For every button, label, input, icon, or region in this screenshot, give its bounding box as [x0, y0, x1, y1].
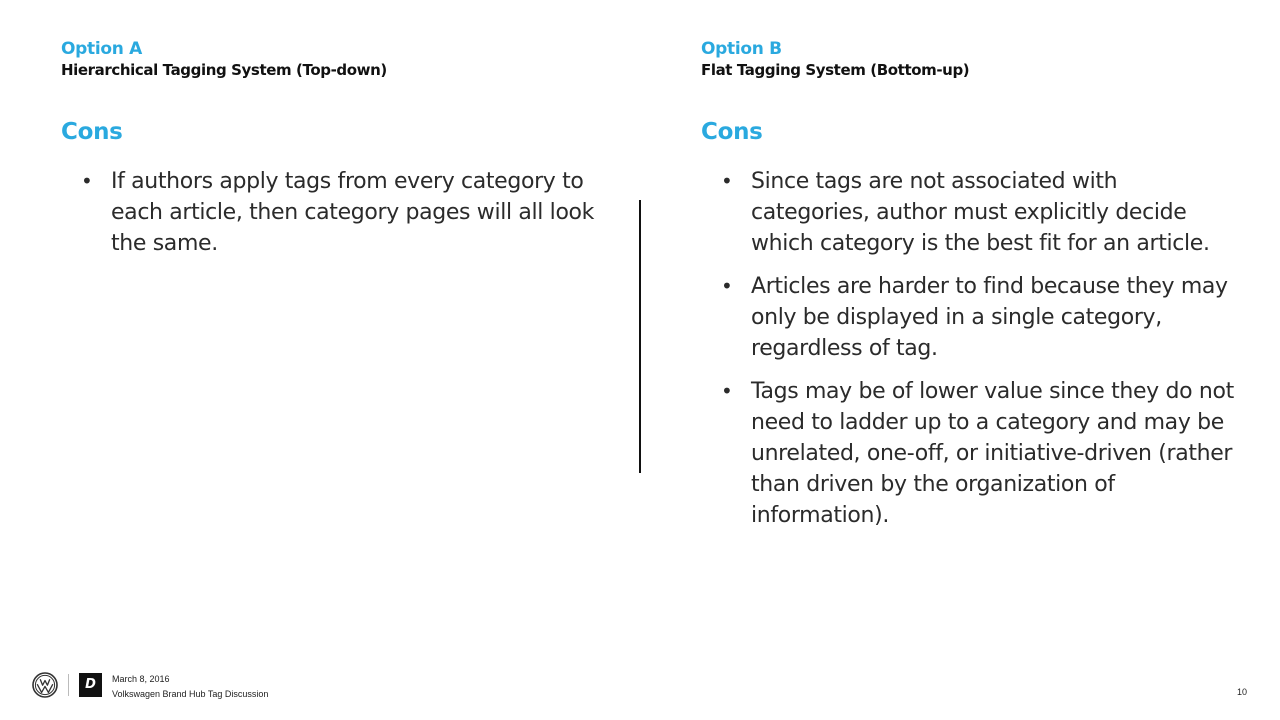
- list-item: [701, 271, 1241, 364]
- option-a-column: [61, 38, 601, 271]
- option-b-cons-list: [701, 166, 1241, 531]
- footer-info: [112, 672, 268, 702]
- list-item: [701, 376, 1241, 531]
- list-item: [701, 166, 1241, 259]
- option-b-cons-heading: Cons: [701, 119, 763, 145]
- option-a-label: Option A: [61, 39, 143, 59]
- list-item: [61, 166, 601, 259]
- option-b-subtitle: Flat Tagging System (Bottom-up): [701, 61, 970, 79]
- option-a-subtitle: Hierarchical Tagging System (Top-down): [61, 61, 387, 79]
- list-item-text: Articles are harder to find because they may only be displayed in a single category, regardless of tag.: [751, 274, 1228, 361]
- option-a-cons-heading: Cons: [61, 119, 123, 145]
- footer-separator: [68, 674, 69, 696]
- footer-date: March 8, 2016: [112, 674, 170, 684]
- page-number: 10: [1236, 687, 1247, 697]
- option-a-cons-list: [61, 166, 601, 259]
- bullet-dot-icon: •: [721, 379, 733, 403]
- agency-badge: D: [79, 673, 102, 697]
- bullet-dot-icon: •: [721, 274, 733, 298]
- option-b-column: [701, 38, 1241, 543]
- list-item-text: If authors apply tags from every category to each article, then category pages will all look the same.: [111, 169, 595, 256]
- option-b-label: Option B: [701, 39, 782, 59]
- bullet-dot-icon: •: [721, 169, 733, 193]
- list-item-text: Tags may be of lower value since they do not need to ladder up to a category and may be unrelated, one-off, or initiative-driven (rather than driven by the organization of information).: [751, 379, 1234, 528]
- vw-logo-icon: [32, 672, 58, 698]
- list-item-text: Since tags are not associated with categories, author must explicitly decide which category is the best fit for an article.: [751, 169, 1210, 256]
- footer-presentation-title: Volkswagen Brand Hub Tag Discussion: [112, 689, 269, 699]
- bullet-dot-icon: •: [81, 169, 93, 193]
- column-divider: [639, 200, 641, 473]
